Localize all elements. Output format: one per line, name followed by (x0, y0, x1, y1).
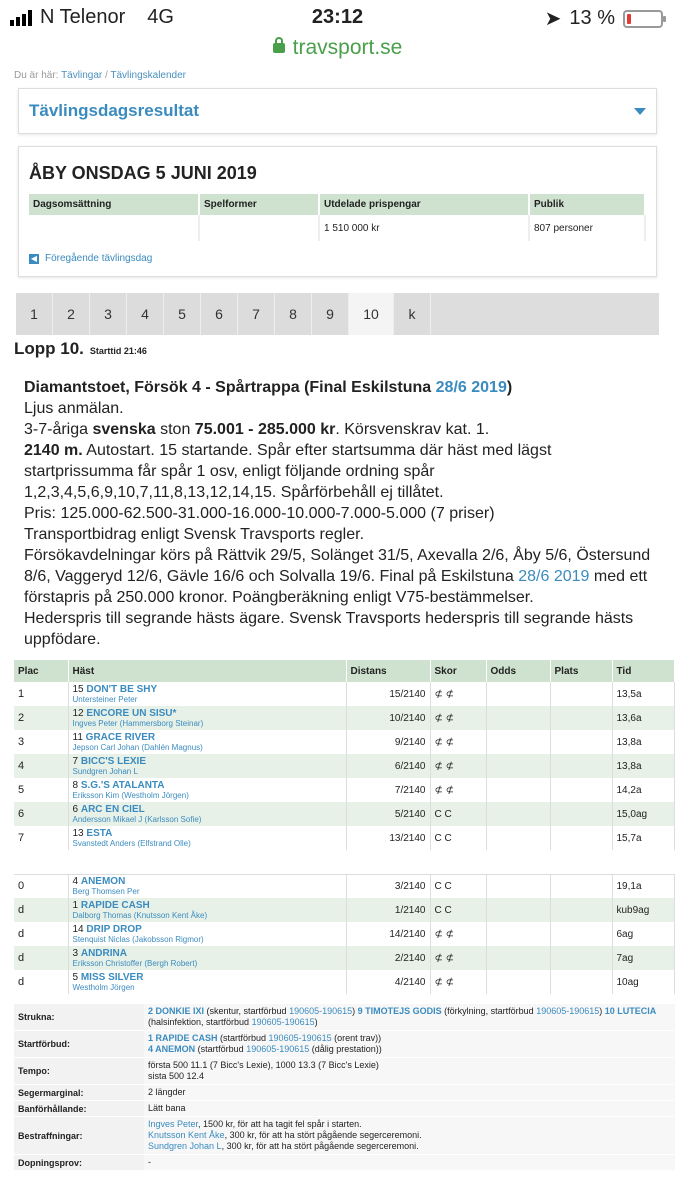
time: 13,5a (612, 682, 675, 706)
horse-link[interactable]: BICC'S LEXIE (80, 756, 147, 767)
horse-line (73, 900, 342, 911)
info-label: Tempo: (14, 1058, 144, 1085)
horse-line (73, 828, 342, 839)
distance: 3/2140 (346, 874, 430, 898)
shoes-icon: ⊄ ⊄ (430, 754, 486, 778)
start-number: 4 (72, 876, 81, 888)
info-label: Banförhållande: (14, 1101, 144, 1117)
info-value: 2 längder (144, 1085, 675, 1101)
distance: 10/2140 (346, 706, 430, 730)
distance: 9/2140 (346, 730, 430, 754)
driver-line: Andersson Mikael J (Karlsson Sofie) (72, 815, 202, 824)
tempo-line: första 500 11.1 (7 Bicc's Lexie), 1000 13.3 (7 Bicc's Lexie) (148, 1060, 379, 1070)
separator-row (14, 850, 675, 874)
info-row-banforhallande (14, 1101, 675, 1117)
col-header: Odds (486, 660, 550, 682)
breadcrumb-separator: / (105, 70, 108, 81)
time: kub9ag (612, 898, 675, 922)
col-header: Dagsomsättning (29, 194, 199, 215)
meet-title: ÅBY ONSDAG 5 JUNI 2019 (29, 163, 257, 183)
horse-link[interactable]: DON'T BE SHY (86, 684, 158, 695)
start-time: Starttid 21:46 (89, 346, 147, 356)
odds (486, 778, 550, 802)
race-tab-10[interactable]: 10 (349, 293, 394, 335)
col-header: Häst (68, 660, 346, 682)
horse-line (73, 948, 342, 959)
horse-link[interactable]: DRIP DROP (86, 924, 142, 935)
race-tabs (16, 293, 659, 335)
driver-link[interactable]: Untersteiner Peter (72, 695, 138, 704)
info-entry: 2 DONKIE IXI (skentur, startförbud 190605-190615) (148, 1006, 358, 1016)
horse-link[interactable]: ANEMON (80, 876, 126, 888)
shoes-icon: ⊄ ⊄ (430, 730, 486, 754)
distance: 4/2140 (346, 970, 430, 994)
result-row (14, 802, 675, 826)
time: 13,8a (612, 754, 675, 778)
driver-line: Ingves Peter (Hammersborg Steinar) (72, 719, 204, 728)
driver-line (73, 767, 342, 776)
previous-day-label: Föregående tävlingsdag (45, 253, 153, 264)
trainer-link[interactable]: Jakobsson Rigmor (134, 935, 201, 944)
distance: 6/2140 (346, 754, 430, 778)
penalty-entry: Knutsson Kent Åke, 300 kr, för att ha stört pågående segerceremoni. (148, 1130, 422, 1140)
horse-cell (68, 970, 346, 994)
race-description (0, 363, 675, 650)
driver-line (73, 695, 342, 704)
result-row (14, 874, 675, 898)
ban-period-link[interactable]: 190605-190615 (251, 1017, 315, 1027)
shoes-icon: ⊄ ⊄ (430, 682, 486, 706)
horse-link[interactable]: ARC EN CIEL (80, 804, 145, 815)
result-row (14, 730, 675, 754)
driver-link[interactable]: Jepson Carl Johan (72, 743, 140, 752)
person-link[interactable]: Knutsson Kent Åke (148, 1130, 225, 1140)
start-number: 6 (72, 804, 81, 815)
breadcrumb (0, 64, 675, 88)
race-info-table (14, 1004, 675, 1171)
ban-period-link[interactable]: 190605-190615 (289, 1006, 353, 1016)
distance: 2/2140 (346, 946, 430, 970)
race-number: Lopp 10. (14, 339, 84, 358)
placing: 5 (14, 778, 68, 802)
start-number: 5 (72, 972, 81, 983)
odds (486, 706, 550, 730)
race-tab-5[interactable]: 5 (164, 293, 201, 335)
person-link[interactable]: Sundgren Johan L (148, 1141, 222, 1151)
race-tab-6[interactable]: 6 (201, 293, 238, 335)
start-number: 12 (72, 708, 87, 719)
previous-day-link[interactable] (29, 253, 646, 264)
plats (550, 778, 612, 802)
shoes-icon: C C (430, 874, 486, 898)
shoes-icon: ⊄ ⊄ (430, 946, 486, 970)
odds (486, 898, 550, 922)
results-table (14, 660, 675, 994)
driver-link[interactable]: Stenquist Niclas (72, 935, 130, 944)
driver-link[interactable]: Eriksson Kim (72, 791, 120, 800)
plats (550, 754, 612, 778)
race-tab-1[interactable]: 1 (16, 293, 53, 335)
result-row (14, 778, 675, 802)
shoes-icon: ⊄ ⊄ (430, 970, 486, 994)
col-header: Plats (550, 660, 612, 682)
race-tab-9[interactable]: 9 (312, 293, 349, 335)
info-row-startforbud (14, 1031, 675, 1058)
info-value: Lätt bana (144, 1101, 675, 1117)
time: 7ag (612, 946, 675, 970)
placing: d (14, 970, 68, 994)
cell (29, 215, 199, 241)
horse-line (73, 876, 342, 887)
time: 19,1a (612, 874, 675, 898)
horse-line (73, 708, 342, 719)
driver-line: Jepson Carl Johan (Dahlén Magnus) (72, 743, 203, 752)
horse-cell (68, 922, 346, 946)
horse-line (73, 684, 342, 695)
driver-line: Stenquist Niclas (Jakobsson Rigmor) (72, 935, 204, 944)
desc-line: Transportbidrag enligt Svensk Travsports regler. (24, 526, 365, 543)
start-number: 15 (72, 684, 87, 695)
cell: 807 personer (529, 215, 645, 241)
horse-link[interactable]: 4 ANEMON (148, 1044, 196, 1054)
plats (550, 730, 612, 754)
url-text: travsport.se (292, 36, 403, 59)
info-label: Bestraffningar: (14, 1117, 144, 1155)
start-number: 8 (72, 780, 81, 791)
time: 15,7a (612, 826, 675, 850)
info-label: Startförbud: (14, 1031, 144, 1058)
race-tab-2[interactable]: 2 (53, 293, 90, 335)
plats (550, 970, 612, 994)
horse-link[interactable]: S.G.'S ATALANTA (80, 780, 165, 791)
horse-line (73, 804, 342, 815)
trainer-link[interactable]: Hammersborg Steinar (122, 719, 201, 728)
horse-line (73, 732, 342, 743)
start-number: 11 (72, 732, 86, 743)
caret-down-icon (634, 108, 646, 115)
location-arrow-icon: ➤ (544, 8, 562, 30)
cell (199, 215, 319, 241)
horse-cell (68, 874, 346, 898)
result-row (14, 922, 675, 946)
info-label: Segermarginal: (14, 1085, 144, 1101)
horse-cell (68, 826, 346, 850)
placing: d (14, 922, 68, 946)
result-row (14, 898, 675, 922)
horse-line (73, 972, 342, 983)
placing: 6 (14, 802, 68, 826)
plats (550, 826, 612, 850)
time: 15,0ag (612, 802, 675, 826)
plats (550, 874, 612, 898)
horse-link[interactable]: ANDRINA (80, 948, 127, 959)
driver-line: Dalborg Thomas (Knutsson Kent Åke) (72, 911, 208, 920)
info-label: Dopningsprov: (14, 1155, 144, 1171)
ban-period-link[interactable]: 190605-190615 (268, 1033, 332, 1043)
trainer-link[interactable]: Bergh Robert (147, 959, 195, 968)
shoes-icon: C C (430, 898, 486, 922)
placing: d (14, 898, 68, 922)
start-number: 14 (72, 924, 87, 935)
race-tab-8[interactable]: 8 (275, 293, 312, 335)
distance: 13/2140 (346, 826, 430, 850)
horse-link[interactable]: ESTA (86, 828, 113, 839)
odds (486, 754, 550, 778)
odds (486, 682, 550, 706)
time: 14,2a (612, 778, 675, 802)
col-header: Utdelade prispengar (319, 194, 529, 215)
start-number: 1 (72, 900, 81, 911)
col-header: Tid (612, 660, 675, 682)
desc-line: 3-7-åriga svenska ston 75.001 - 285.000 kr. Körsvenskrav kat. 1. (24, 421, 490, 438)
info-row-dopning (14, 1155, 675, 1171)
info-entry: 9 TIMOTEJS GODIS (förkylning, startförbud 190605-190615) (357, 1006, 605, 1016)
horse-link[interactable]: 10 LUTECIA (604, 1006, 657, 1016)
driver-link[interactable]: Andersson Mikael J (72, 815, 143, 824)
col-header: Spelformer (199, 194, 319, 215)
result-row (14, 682, 675, 706)
tempo-line: sista 500 12.4 (148, 1071, 205, 1081)
driver-link[interactable]: Sundgren Johan L (72, 767, 138, 776)
time: 13,6a (612, 706, 675, 730)
horse-cell (68, 682, 346, 706)
meet-table (29, 194, 646, 241)
trainer-link[interactable]: Karlsson Sofie (147, 815, 199, 824)
horse-link[interactable]: 9 TIMOTEJS GODIS (357, 1006, 442, 1016)
start-number: 7 (72, 756, 81, 767)
breadcrumb-prefix: Du är här: (14, 70, 59, 81)
start-number: 3 (72, 948, 81, 959)
battery-icon (623, 10, 663, 28)
placing: d (14, 946, 68, 970)
desc-line: Hederspris till segrande hästs ägare. Svensk Travsports hederspris till segrande hästs uppfödare. (24, 610, 634, 648)
horse-link[interactable]: MISS SILVER (80, 972, 144, 983)
distance: 7/2140 (346, 778, 430, 802)
carrier-label: N Telenor (40, 6, 126, 28)
driver-link[interactable]: Berg Thomsen Per (72, 887, 140, 897)
desc-line: Pris: 125.000-62.500-31.000-16.000-10.000-7.000-5.000 (7 priser) (24, 505, 495, 522)
shoes-icon: ⊄ ⊄ (430, 922, 486, 946)
cell: 1 510 000 kr (319, 215, 529, 241)
horse-cell (68, 946, 346, 970)
driver-line: Eriksson Kim (Westholm Jörgen) (72, 791, 189, 800)
desc-line: Försökavdelningar körs på Rättvik 29/5, Solänget 31/5, Axevalla 2/6, Åby 5/6, Östersund 8/6, Vaggeryd 12/6, Gävle 16/6 och Solvalla 19/6. Final på Eskilstuna 28/6 2019 med ett förstapris på 250.000 kronor. Poängberäkning enligt V75-bestämmelser. (24, 547, 651, 606)
driver-line: Eriksson Christoffer (Bergh Robert) (72, 959, 198, 968)
ban-period-link[interactable]: 190605-190615 (536, 1006, 600, 1016)
odds (486, 802, 550, 826)
meet-summary (18, 146, 657, 277)
odds (486, 922, 550, 946)
driver-link[interactable]: Svanstedt Anders (72, 839, 136, 848)
race-tab-4[interactable]: 4 (127, 293, 164, 335)
horse-link[interactable]: 1 RAPIDE CASH (148, 1033, 218, 1043)
col-header: Plac (14, 660, 68, 682)
shoes-icon: C C (430, 802, 486, 826)
distance: 14/2140 (346, 922, 430, 946)
result-row (14, 826, 675, 850)
horse-line (73, 924, 342, 935)
plats (550, 682, 612, 706)
info-entry: 4 ANEMON (startförbud 190605-190615 (dålig prestation)) (148, 1044, 382, 1054)
horse-link[interactable]: 2 DONKIE IXI (148, 1006, 205, 1016)
result-row (14, 970, 675, 994)
col-header: Skor (430, 660, 486, 682)
driver-link[interactable]: Westholm Jörgen (72, 983, 135, 992)
dropdown-title: Tävlingsdagsresultat (29, 101, 200, 120)
info-row-segermarginal (14, 1085, 675, 1101)
start-number: 13 (72, 828, 87, 839)
odds (486, 970, 550, 994)
distance: 5/2140 (346, 802, 430, 826)
placing: 0 (14, 874, 68, 898)
col-header: Distans (346, 660, 430, 682)
info-value: - (144, 1155, 675, 1171)
driver-link[interactable]: Eriksson Christoffer (72, 959, 143, 968)
time: 10ag (612, 970, 675, 994)
penalty-entry: Ingves Peter, 1500 kr, för att ha tagit fel spår i starten. (148, 1119, 362, 1129)
placing: 3 (14, 730, 68, 754)
breadcrumb-link-kalender[interactable]: Tävlingskalender (110, 70, 186, 81)
driver-line (73, 983, 342, 992)
odds (486, 946, 550, 970)
driver-line (73, 887, 342, 896)
status-bar (0, 0, 675, 36)
result-row (14, 946, 675, 970)
plats (550, 706, 612, 730)
breadcrumb-link-tavlingar[interactable]: Tävlingar (61, 70, 103, 81)
race-tab-7[interactable]: 7 (238, 293, 275, 335)
trainer-link[interactable]: Elfstrand Olle (140, 839, 189, 848)
info-entry: 1 RAPIDE CASH (startförbud 190605-190615 (orent trav)) (148, 1033, 382, 1043)
distance: 1/2140 (346, 898, 430, 922)
race-title: Diamantstoet, Försök 4 - Spårtrappa (Final Eskilstuna 28/6 2019) (24, 379, 513, 396)
info-label: Strukna: (14, 1004, 144, 1031)
odds (486, 874, 550, 898)
plats (550, 922, 612, 946)
horse-line (73, 780, 342, 791)
placing: 1 (14, 682, 68, 706)
info-row-strukna (14, 1004, 675, 1031)
horse-link[interactable]: GRACE RIVER (85, 732, 156, 743)
trainer-link[interactable]: Knutsson Kent Åke (136, 911, 205, 920)
penalty-entry: Sundgren Johan L, 300 kr, för att ha stört pågående segerceremoni. (148, 1141, 419, 1151)
horse-cell (68, 802, 346, 826)
trainer-link[interactable]: Westholm Jörgen (124, 791, 187, 800)
driver-line: Svanstedt Anders (Elfstrand Olle) (72, 839, 191, 848)
final-date-link[interactable]: 28/6 2019 (518, 568, 590, 585)
person-link[interactable]: Ingves Peter (148, 1119, 199, 1129)
horse-cell (68, 706, 346, 730)
distance: 15/2140 (346, 682, 430, 706)
odds (486, 826, 550, 850)
desc-line: 2140 m. Autostart. 15 startande. Spår efter startsumma där häst med lägst startprissumma får spår 1 osv, enligt följande ordning spår 1,2,3,4,5,6,9,10,7,11,8,13,12,14,15. Spårförbehåll ej tillåtet. (24, 442, 552, 501)
plats (550, 946, 612, 970)
address-bar[interactable] (0, 36, 675, 64)
placing: 7 (14, 826, 68, 850)
race-heading (0, 335, 675, 363)
col-header: Publik (529, 194, 645, 215)
horse-link[interactable]: ENCORE UN SISU* (86, 708, 177, 719)
info-row-bestraffningar (14, 1117, 675, 1155)
shoes-icon: C C (430, 826, 486, 850)
chevron-left-icon: ◀ (30, 253, 38, 263)
horse-cell (68, 898, 346, 922)
info-entry: 10 LUTECIA (halsinfektion, startförbud 190605-190615) (148, 1006, 657, 1027)
result-row (14, 754, 675, 778)
horse-cell (68, 778, 346, 802)
race-tab-3[interactable]: 3 (90, 293, 127, 335)
plats (550, 898, 612, 922)
horse-cell (68, 730, 346, 754)
horse-link[interactable]: RAPIDE CASH (80, 900, 150, 911)
network-label: 4G (147, 6, 174, 28)
lock-icon (273, 43, 285, 53)
driver-link[interactable]: Dalborg Thomas (72, 911, 132, 920)
driver-link[interactable]: Ingves Peter (72, 719, 118, 728)
ban-period-link[interactable]: 190605-190615 (246, 1044, 310, 1054)
horse-line (73, 756, 342, 767)
odds (486, 730, 550, 754)
final-date-link[interactable]: 28/6 2019 (435, 379, 507, 396)
battery-percent: 13 % (569, 7, 615, 29)
desc-line: Ljus anmälan. (24, 400, 124, 417)
placing: 2 (14, 706, 68, 730)
time: 13,8a (612, 730, 675, 754)
trainer-link[interactable]: Dahlén Magnus (144, 743, 201, 752)
time: 6ag (612, 922, 675, 946)
shoes-icon: ⊄ ⊄ (430, 778, 486, 802)
race-tab-k[interactable]: k (394, 293, 431, 335)
placing: 4 (14, 754, 68, 778)
info-row-tempo (14, 1058, 675, 1085)
horse-cell (68, 754, 346, 778)
clock: 23:12 (311, 6, 364, 28)
plats (550, 802, 612, 826)
results-dropdown[interactable] (18, 88, 657, 134)
result-row (14, 706, 675, 730)
shoes-icon: ⊄ ⊄ (430, 706, 486, 730)
